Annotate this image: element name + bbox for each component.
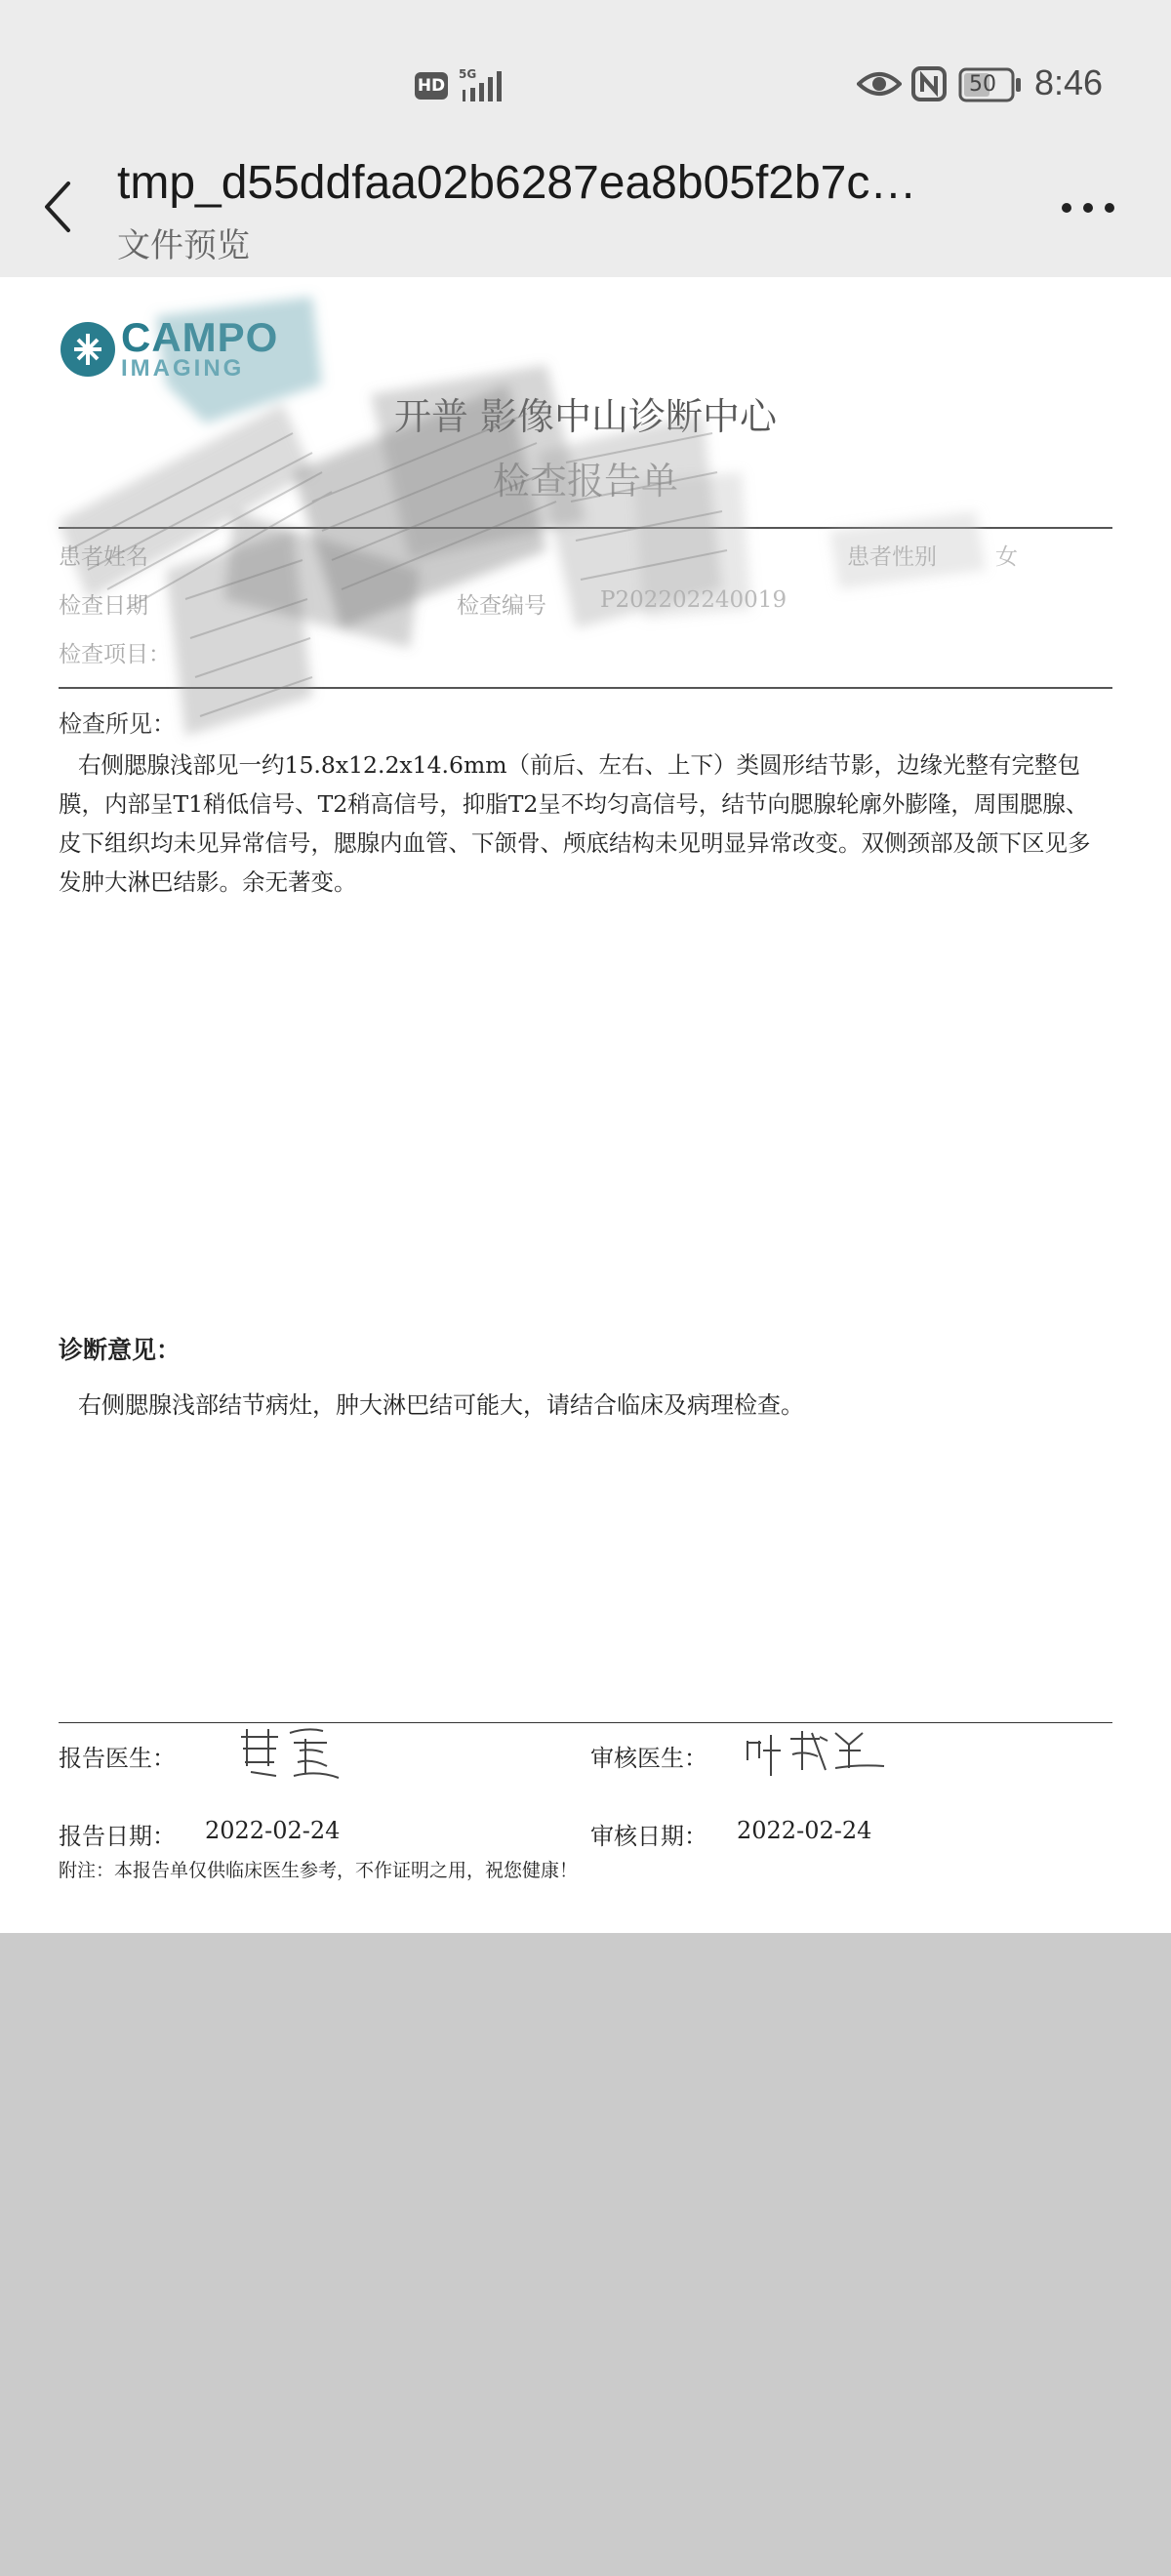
exam-no-value: P202202240019 bbox=[600, 587, 787, 613]
findings-label: 检查所见： bbox=[59, 710, 176, 738]
exam-date-label: 检查日期 bbox=[59, 593, 148, 619]
more-icon[interactable] bbox=[1059, 193, 1117, 222]
status-bar bbox=[0, 60, 1171, 109]
divider bbox=[59, 1722, 1112, 1723]
patient-name-label: 患者姓名 bbox=[59, 544, 148, 570]
findings-text: 右侧腮腺浅部见一约15.8x12.2x14.6mm（前后、左右、上下）类圆形结节影，边缘光整有完整包膜，内部呈T1稍低信号、T2稍高信号，抑脂T2呈不均匀高信号，结节向腮腺轮廓外膨隆，周围腮腺、皮下组织均未见异常信号，腮腺内血管、下颌骨、颅底结构未见明显异常改变。双侧颈部及颌下区见多发肿大淋巴结影。余无著变。 bbox=[59, 751, 1091, 896]
report-title: 检查报告单 bbox=[492, 460, 678, 503]
svg-text:5G: 5G bbox=[459, 68, 477, 81]
divider bbox=[59, 687, 1112, 689]
center-name: 开普 影像中山诊断中心 bbox=[393, 395, 778, 438]
exam-no-label: 检查编号 bbox=[457, 593, 546, 619]
divider bbox=[59, 527, 1112, 529]
report-doctor-label: 报告医生： bbox=[59, 1745, 176, 1772]
file-subtitle: 文件预览 bbox=[117, 226, 250, 265]
patient-gender-label: 患者性别 bbox=[847, 544, 937, 570]
review-doctor-label: 审核医生： bbox=[590, 1745, 707, 1772]
eye-icon bbox=[857, 66, 902, 101]
report-date-value: 2022-02-24 bbox=[205, 1817, 341, 1844]
review-date-label: 审核日期： bbox=[590, 1823, 707, 1850]
footnote: 附注：本报告单仅供临床医生参考，不作证明之用，祝您健康！ bbox=[59, 1860, 579, 1881]
signal-icon bbox=[459, 68, 517, 103]
nfc-icon bbox=[911, 66, 947, 101]
logo-text: CAMPO bbox=[121, 314, 279, 360]
logo-subtext: IMAGING bbox=[121, 355, 245, 382]
file-title: tmp_d55ddfaa02b6287ea8b05f2b7c… bbox=[117, 157, 917, 209]
back-arrow-icon[interactable] bbox=[39, 178, 78, 236]
patient-gender-value: 女 bbox=[995, 544, 1018, 570]
battery-level: 50 bbox=[969, 72, 996, 97]
report-doctor-signature bbox=[229, 1719, 346, 1782]
diagnosis-label: 诊断意见： bbox=[59, 1336, 182, 1364]
review-doctor-signature bbox=[742, 1721, 888, 1780]
report-date-label: 报告日期： bbox=[59, 1823, 176, 1850]
hd-icon: HD bbox=[415, 72, 448, 100]
document-preview[interactable] bbox=[0, 277, 1171, 1933]
app-header bbox=[0, 0, 1171, 277]
clock: 8:46 bbox=[1034, 62, 1104, 102]
diagnosis-text: 右侧腮腺浅部结节病灶，肿大淋巴结可能大，请结合临床及病理检查。 bbox=[78, 1391, 804, 1419]
review-date-value: 2022-02-24 bbox=[737, 1817, 872, 1844]
exam-item-label: 检查项目： bbox=[59, 642, 171, 667]
